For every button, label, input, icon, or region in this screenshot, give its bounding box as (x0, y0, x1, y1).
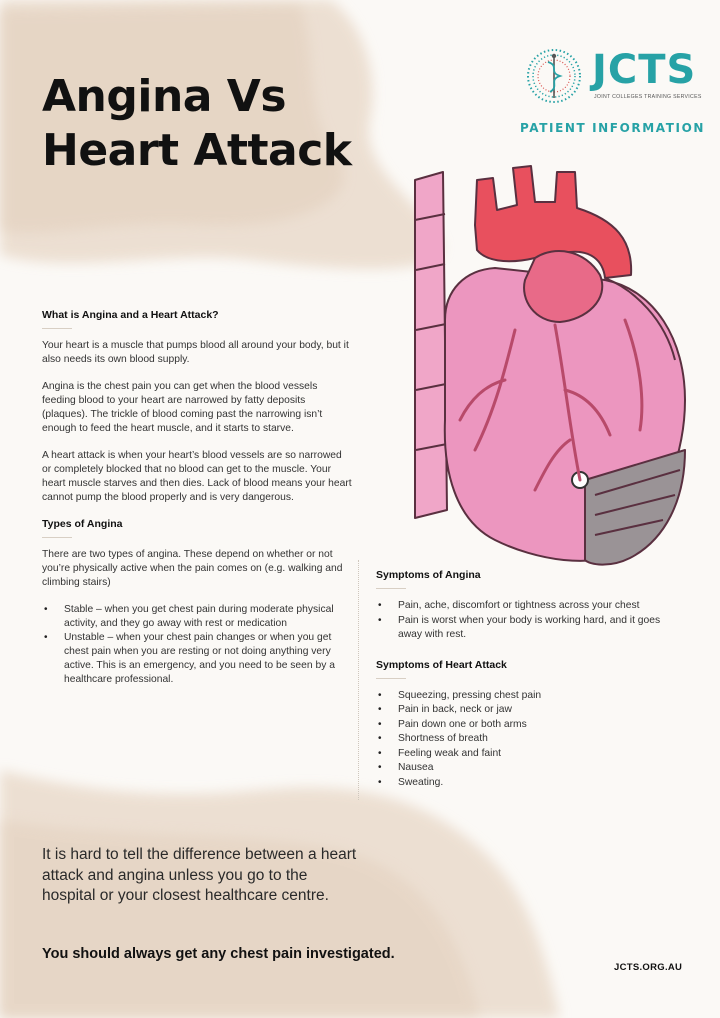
jcts-logo (524, 46, 700, 106)
list-item: • Pain, ache, discomfort or tightness across your chest (376, 599, 686, 614)
what-is-heading: What is Angina and a Heart Attack? (42, 309, 219, 321)
what-paragraph-1: Your heart is a muscle that pumps blood all around your body, but it also needs its own blood supply. (42, 340, 349, 365)
title-line-1: Angina Vs (42, 71, 287, 122)
list-item: • Shortness of breath (376, 732, 686, 747)
heading-underline (42, 537, 72, 538)
list-item: • Squeezing, pressing chest pain (376, 689, 686, 704)
symptoms-attack-list (376, 689, 686, 791)
list-item: • Sweating. (376, 776, 686, 791)
list-item: • Pain in back, neck or jaw (376, 703, 686, 718)
left-column (42, 309, 352, 687)
footer-message: It is hard to tell the difference between a heart attack and angina unless you go to the hospital or your closest healthcare centre. (42, 846, 357, 904)
types-list (42, 603, 352, 687)
list-item: • Pain is worst when your body is working hard, and it goes away with rest. (376, 614, 686, 643)
heading-underline (376, 678, 406, 679)
heading-underline (376, 588, 406, 589)
list-item: • Pain down one or both arms (376, 718, 686, 733)
list-item: • Unstable – when your chest pain changes or when you get chest pain when you are resting or not doing anything very active. This is an emergency, and you need to be seen by a healthcare professional. (42, 631, 352, 687)
list-item: • Stable – when you get chest pain during moderate physical activity, and they go away with rest or medication (42, 603, 352, 631)
what-paragraph-2: Angina is the chest pain you can get when the blood vessels feeding blood to your heart are narrowed by fatty deposits (plaques). The trickle of blood coming past the narrowing isn’t enough to feed the heart muscle, and it starts to starve. (42, 381, 323, 434)
right-column (376, 569, 686, 790)
heart-illustration-icon (385, 150, 705, 570)
footer-emphasis: You should always get any chest pain investigated. (42, 946, 395, 962)
what-paragraph-3: A heart attack is when your heart’s blood vessels are so narrowed or completely blocked that no blood can get to the muscle. Your heart muscle starves and then dies. Lack of blood means your heart cannot pump the blood properly and is very dangerous. (42, 450, 352, 503)
symptoms-attack-heading: Symptoms of Heart Attack (376, 658, 507, 671)
patient-information-label: PATIENT INFORMATION (520, 121, 706, 135)
website-link[interactable]: JCTS.ORG.AU (614, 962, 683, 973)
types-heading: Types of Angina (42, 518, 123, 530)
column-divider (358, 560, 359, 800)
brand-subtitle: JOINT COLLEGES TRAINING SERVICES (594, 94, 702, 100)
caduceus-icon (524, 46, 584, 106)
brand-name: JCTS (592, 47, 697, 93)
page-title (42, 70, 402, 178)
list-item: • Feeling weak and faint (376, 747, 686, 762)
symptoms-angina-heading: Symptoms of Angina (376, 569, 481, 581)
title-line-2: Heart Attack (42, 125, 352, 176)
heading-underline (42, 328, 72, 329)
types-intro: There are two types of angina. These depend on whether or not you’re physically active when the pain comes on (e.g. walking and climbing stairs) (42, 549, 343, 588)
symptoms-angina-list (376, 599, 686, 643)
list-item: • Nausea (376, 761, 686, 776)
